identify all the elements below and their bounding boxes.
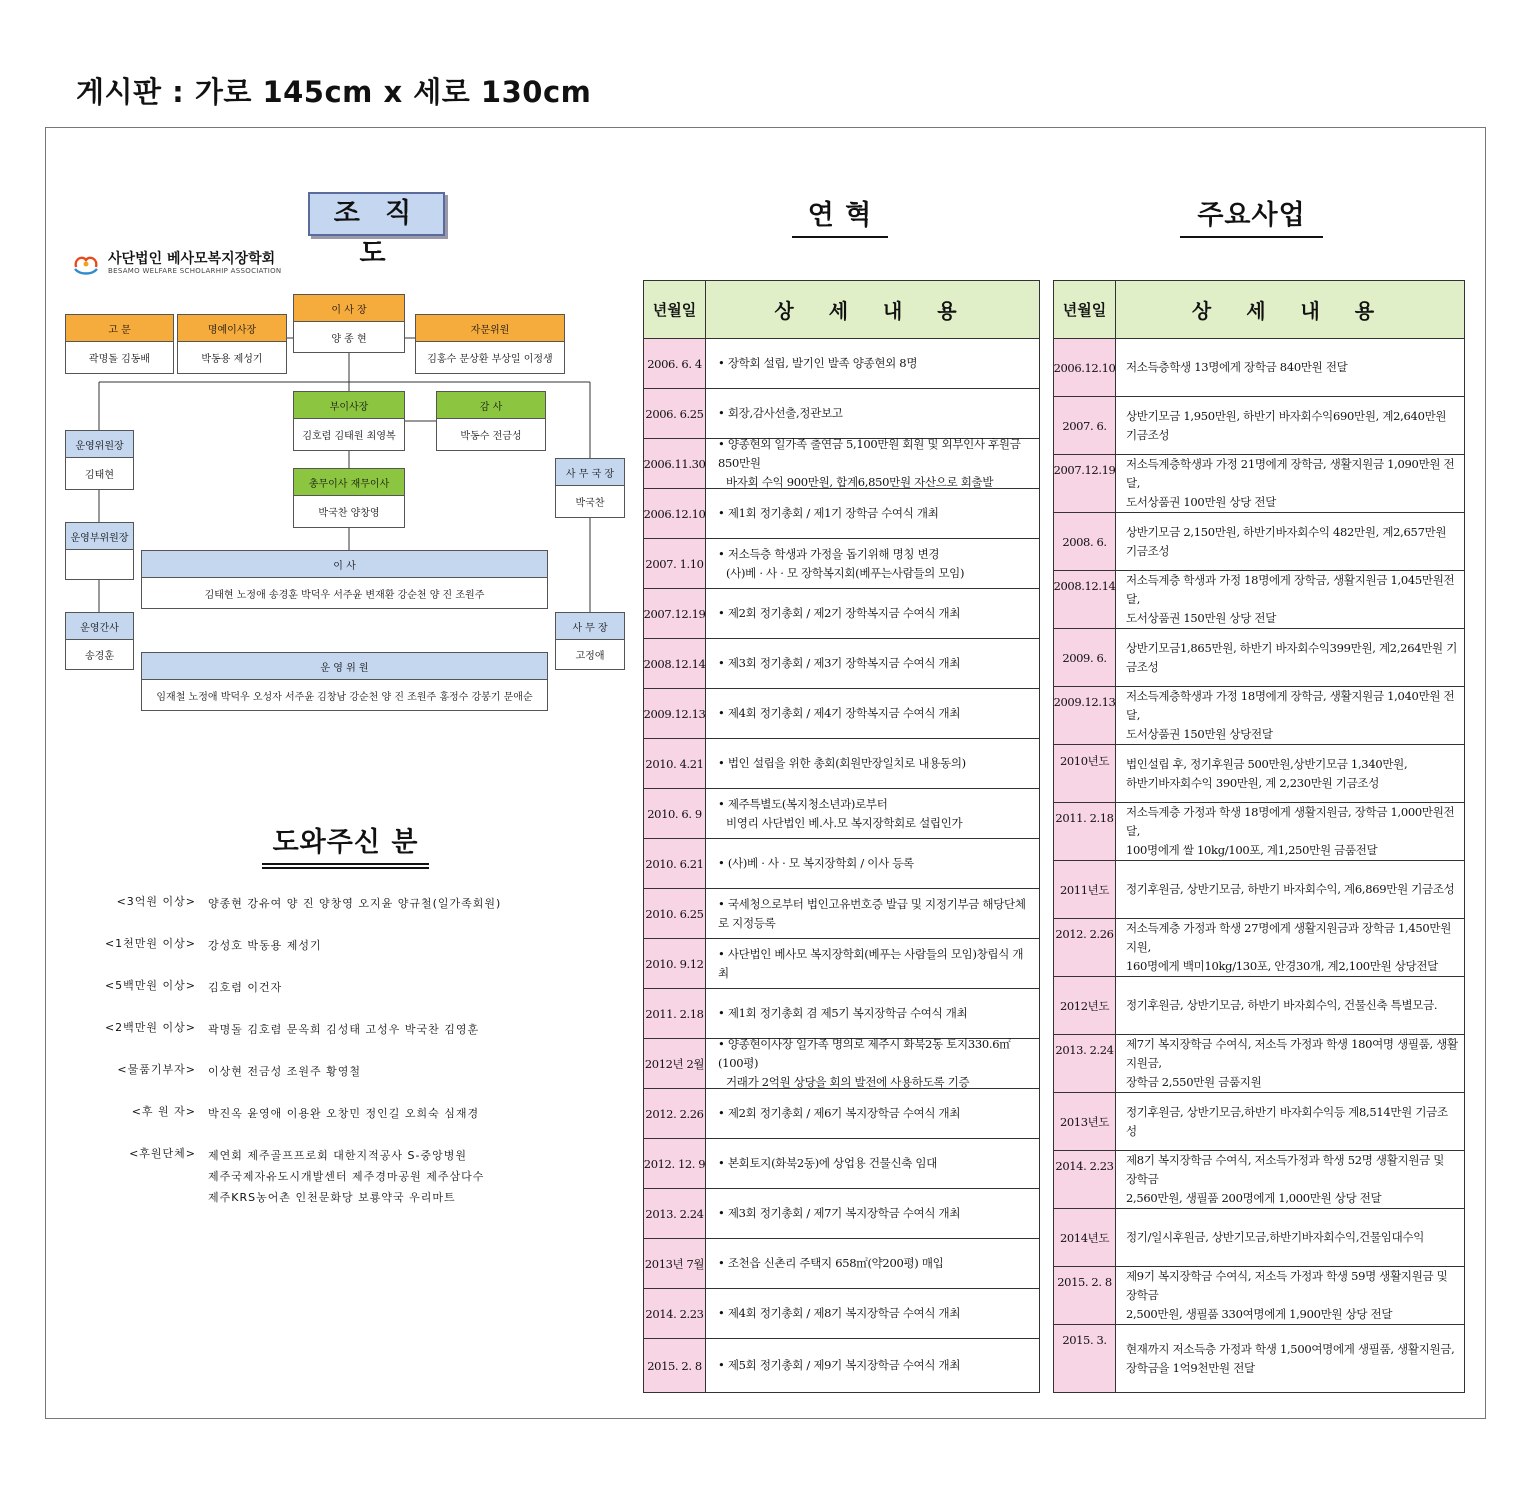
org-vice-chairman <box>293 391 405 451</box>
row-detail-line: • 장학회 설립, 발기인 발족 양종현외 8명 <box>718 354 917 373</box>
business-row <box>1054 977 1464 1035</box>
donor-names <box>208 1019 479 1040</box>
row-date: 2012년도 <box>1054 977 1116 1034</box>
row-detail-line: 상반기모금 2,150만원, 하반기바자회수익 482만원, 계2,657만원 기금조성 <box>1126 524 1447 558</box>
business-row <box>1054 339 1464 397</box>
row-detail-line: 비영리 사단법인 베.사.모 복지장학회로 설립인가 <box>726 815 963 830</box>
org-chairman-title: 이 사 장 <box>294 295 404 322</box>
business-row <box>1054 397 1464 455</box>
row-detail <box>706 889 1039 938</box>
history-row <box>644 1139 1039 1189</box>
row-detail <box>706 1039 1039 1088</box>
org-directors <box>141 550 548 609</box>
row-detail-lines <box>718 1304 960 1323</box>
row-date: 2012. 12. 9 <box>644 1139 706 1188</box>
row-date: 2010년도 <box>1054 745 1116 802</box>
row-date: 2010. 9.12 <box>644 939 706 988</box>
history-heading <box>792 193 888 238</box>
row-detail <box>1116 455 1464 512</box>
history-row <box>644 1239 1039 1289</box>
row-detail-line: 바자회 수익 900만원, 합계6,850만원 자산으로 회출발 <box>726 475 994 489</box>
history-heading-text: 연 혁 <box>807 200 873 231</box>
row-detail <box>1116 861 1464 918</box>
row-detail-lines <box>718 895 1033 933</box>
org-directors-title: 이 사 <box>142 551 547 578</box>
donor-names-line: 박진옥 윤영애 이용완 오창민 정인길 오희숙 심재경 <box>208 1107 480 1120</box>
row-detail <box>1116 1151 1464 1208</box>
row-date: 2008.12.14 <box>1054 571 1116 628</box>
row-detail-lines <box>1126 880 1455 899</box>
row-detail <box>706 489 1039 538</box>
row-detail <box>706 789 1039 838</box>
row-detail-line: 제8기 복지장학금 수여식, 저소득가정과 학생 52명 생활지원금 및 장학금 <box>1126 1153 1445 1186</box>
row-date: 2010. 4.21 <box>644 739 706 788</box>
business-row <box>1054 861 1464 919</box>
history-row <box>644 689 1039 739</box>
row-detail-line: 도서상품권 150만원 상당 전달 <box>1126 611 1277 625</box>
row-detail <box>706 539 1039 588</box>
org-advisor-names: 곽명돌 김동배 <box>88 354 151 365</box>
org-sec-chief-names: 박국찬 <box>575 498 605 509</box>
row-detail <box>1116 977 1464 1034</box>
history-row <box>644 439 1039 489</box>
donors-heading-text: 도와주신 분 <box>272 827 419 858</box>
donor-category: <후 원 자> <box>131 1105 196 1118</box>
row-detail-line: • 제2회 정기총회 / 제6기 복지장학금 수여식 개최 <box>718 1104 960 1123</box>
row-detail-lines <box>718 435 1033 492</box>
org-auditor-names: 박동수 전금성 <box>460 431 522 442</box>
business-row <box>1054 1325 1464 1392</box>
row-date: 2009. 6. <box>1054 629 1116 686</box>
row-detail-lines <box>1126 687 1458 744</box>
donor-category: <물품기부자> <box>117 1063 196 1076</box>
row-detail-line: • 제4회 정기총회 / 제8기 복지장학금 수여식 개최 <box>718 1304 960 1323</box>
history-row <box>644 839 1039 889</box>
row-date: 2009.12.13 <box>1054 687 1116 744</box>
row-detail-line: • 제3회 정기총회 / 제3기 장학복지금 수여식 개최 <box>718 654 960 673</box>
row-detail-line: • (사)베 · 사 · 모 복지장학회 / 이사 등록 <box>718 854 914 873</box>
business-row <box>1054 745 1464 803</box>
org-honorary-chairman <box>177 314 287 374</box>
row-detail <box>706 689 1039 738</box>
business-table <box>1053 280 1465 1393</box>
row-detail-line: 정기후원금, 상반기모금, 하반기 바자회수익, 건물신축 특별모금. <box>1126 998 1438 1012</box>
row-detail-lines <box>718 945 1033 983</box>
row-detail <box>706 1339 1039 1392</box>
row-detail-line: • 사단법인 베사모 복지장학회(베푸는 사람들의 모임)창립식 개최 <box>718 945 1033 983</box>
org-op-chair-title: 운영위원장 <box>66 431 133 458</box>
row-detail <box>706 589 1039 638</box>
business-table-header <box>1054 281 1464 339</box>
donor-category: <후원단체> <box>129 1147 196 1160</box>
row-detail-line: • 제1회 정기총회 겸 제5기 복지장학금 수여식 개최 <box>718 1004 967 1023</box>
business-row <box>1054 629 1464 687</box>
row-detail <box>1116 745 1464 802</box>
org-honorary-title: 명예이사장 <box>178 315 286 342</box>
donor-category: <1천만원 이상> <box>104 937 196 950</box>
row-detail <box>1116 1267 1464 1324</box>
row-detail-lines <box>718 654 960 673</box>
row-date: 2006. 6. 4 <box>644 339 706 388</box>
org-operating-vice-chair <box>65 522 134 580</box>
row-date: 2006.11.30 <box>644 439 706 488</box>
row-detail-lines <box>718 1356 960 1375</box>
row-detail-lines <box>718 354 917 373</box>
row-detail-line: 장학금 2,550만원 금품지원 <box>1126 1075 1262 1089</box>
row-detail-lines <box>718 1154 937 1173</box>
business-row <box>1054 1267 1464 1325</box>
row-detail <box>1116 339 1464 396</box>
row-detail-lines <box>1126 803 1458 860</box>
row-detail-lines <box>1126 639 1458 677</box>
row-detail <box>706 739 1039 788</box>
org-operating-chair <box>65 430 134 490</box>
donor-names-line: 양종현 강유여 양 진 양창영 오지윤 양규철(일가족회원) <box>208 897 502 910</box>
donor-names-line: 김호렴 이건자 <box>208 981 283 994</box>
history-row <box>644 589 1039 639</box>
row-detail <box>706 1239 1039 1288</box>
history-row <box>644 1089 1039 1139</box>
row-detail-line: 제7기 복지장학금 수여식, 저소득 가정과 학생 180여명 생필품, 생활지원금, <box>1126 1037 1458 1070</box>
row-detail-lines <box>1126 1151 1458 1208</box>
row-detail <box>1116 513 1464 570</box>
row-detail-line: 정기후원금, 상반기모금, 하반기 바자회수익, 계6,869만원 기금조성 <box>1126 882 1455 896</box>
row-detail-line: 정기/일시후원금, 상반기모금,하반기바자회수익,건물임대수익 <box>1126 1230 1425 1244</box>
business-row <box>1054 919 1464 977</box>
org-consult-title: 자문위원 <box>416 315 564 342</box>
row-detail-lines <box>1126 358 1347 377</box>
history-row <box>644 1339 1039 1392</box>
row-detail-line: • 양종현외 일가족 출연금 5,100만원 회원 및 외부인사 후원금 850만원 <box>718 435 1033 473</box>
org-advisor <box>65 314 174 374</box>
org-general-title: 총무이사 재무이사 <box>294 469 404 496</box>
row-detail-line: 상반기모금1,865만원, 하반기 바자회수익399만원, 계2,264만원 기금조성 <box>1126 640 1458 674</box>
donor-names-line: 강성호 박동용 제성기 <box>208 939 322 952</box>
org-office-manager <box>555 612 625 670</box>
business-heading-text: 주요사업 <box>1197 200 1306 231</box>
row-detail <box>1116 1209 1464 1266</box>
row-detail-line: 저소득계층학생과 가정 18명에게 장학금, 생활지원금 1,040만원 전달, <box>1126 689 1455 722</box>
row-date: 2007. 6. <box>1054 397 1116 454</box>
row-date: 2006. 6.25 <box>644 389 706 438</box>
row-detail-line: 정기후원금, 상반기모금,하반기 바자회수익등 계8,514만원 기금조성 <box>1126 1104 1448 1138</box>
row-date: 2006.12.10 <box>644 489 706 538</box>
row-detail-lines <box>1126 755 1407 793</box>
row-detail-line: • 양종현이사장 일가족 명의로 제주시 화북2동 토지330.6㎡(100평) <box>718 1035 1033 1073</box>
page-title: 게시판 : 가로 145cm x 세로 130cm <box>76 75 592 109</box>
row-detail-line: 법인설립 후, 정기후원금 500만원,상반기모금 1,340만원, <box>1126 756 1408 771</box>
org-consult-names: 김홍수 문상환 부상일 이정생 <box>427 354 553 365</box>
org-secretary-title: 사 무 장 <box>556 613 624 640</box>
org-operating-secretary <box>65 612 134 670</box>
row-detail <box>706 989 1039 1038</box>
row-detail <box>1116 1093 1464 1150</box>
row-detail-line: 저소득계층 학생과 가정 18명에게 장학금, 생활지원금 1,045만원전달, <box>1126 573 1455 606</box>
row-detail-line: 상반기모금 1,950만원, 하반기 바자회수익690만원, 계2,640만원 기금조성 <box>1126 408 1447 442</box>
row-detail-line: 100명에게 쌀 10kg/100포, 계1,250만원 금품전달 <box>1126 843 1378 857</box>
row-date: 2013. 2.24 <box>1054 1035 1116 1092</box>
row-detail-line: 저소득층학생 13명에게 장학금 840만원 전달 <box>1126 360 1348 374</box>
row-detail <box>1116 919 1464 976</box>
row-detail-line: (사)베 · 사 · 모 장학복지회(베푸는사람들의 모임) <box>726 565 965 580</box>
org-op-sec-names: 송경훈 <box>85 651 114 662</box>
org-chart-heading: 조 직 도 <box>308 192 445 236</box>
row-detail <box>706 1189 1039 1238</box>
row-date: 2012. 2.26 <box>1054 919 1116 976</box>
row-detail <box>706 1139 1039 1188</box>
donor-names <box>208 1145 484 1208</box>
row-date: 2012. 2.26 <box>644 1089 706 1138</box>
org-honorary-names: 박동용 제성기 <box>201 354 263 365</box>
row-date: 2011년도 <box>1054 861 1116 918</box>
history-col-detail: 상 세 내 용 <box>774 299 971 323</box>
donor-names <box>208 893 501 914</box>
history-row <box>644 989 1039 1039</box>
org-secretary-general <box>555 458 625 518</box>
business-row <box>1054 513 1464 571</box>
row-detail <box>1116 803 1464 860</box>
donor-category: <5백만원 이상> <box>104 979 196 992</box>
row-detail-lines <box>718 1204 960 1223</box>
row-detail-line: 저소득계층 가정과 학생 27명에게 생활지원금과 장학금 1,450만원지원, <box>1126 921 1452 954</box>
row-detail-line: • 제3회 정기총회 / 제7기 복지장학금 수여식 개최 <box>718 1204 960 1223</box>
row-detail-lines <box>1126 407 1458 445</box>
row-detail <box>706 639 1039 688</box>
logo-mark-icon <box>72 251 100 277</box>
row-date: 2009.12.13 <box>644 689 706 738</box>
row-date: 2007. 1.10 <box>644 539 706 588</box>
row-detail <box>1116 687 1464 744</box>
row-detail-lines <box>718 1254 943 1273</box>
row-detail <box>706 339 1039 388</box>
row-date: 2013년 7월 <box>644 1239 706 1288</box>
row-detail <box>706 839 1039 888</box>
org-op-chair-names: 김태현 <box>85 470 114 481</box>
row-detail-line: 현재까지 저소득층 가정과 학생 1,500여명에게 생필품, 생활지원금, <box>1126 1341 1455 1356</box>
row-detail-line: • 제5회 정기총회 / 제9기 복지장학금 수여식 개최 <box>718 1356 960 1375</box>
row-detail-line: 2,560만원, 생필품 200명에게 1,000만원 상당 전달 <box>1126 1191 1382 1205</box>
org-auditor <box>436 391 546 451</box>
row-detail-lines <box>1126 1035 1458 1092</box>
row-detail-line: 하반기바자회수익 390만원, 계 2,230만원 기금조성 <box>1126 775 1380 790</box>
row-detail-lines <box>718 404 843 423</box>
row-detail-line: • 회장,감사선출,정관보고 <box>718 404 843 423</box>
row-detail <box>1116 397 1464 454</box>
org-op-sec-title: 운영간사 <box>66 613 133 640</box>
donor-names-line: 곽명돌 김호렴 문옥희 김성태 고성우 박국찬 김영훈 <box>208 1023 480 1036</box>
history-row <box>644 639 1039 689</box>
logo-name: 사단법인 베사모복지장학회 <box>108 251 276 267</box>
history-row <box>644 789 1039 839</box>
business-col-date: 년월일 <box>1054 281 1116 338</box>
row-date: 2010. 6.21 <box>644 839 706 888</box>
row-detail-lines <box>1126 1267 1458 1324</box>
org-committee-names: 임재철 노정애 박덕우 오성자 서주윤 김창남 강순천 양 진 조원주 홍정수 강봉기 문애순 <box>156 691 533 703</box>
row-detail <box>706 1289 1039 1338</box>
row-detail-line: • 국세청으로부터 법인고유번호증 발급 및 지정기부금 해당단체로 지정등록 <box>718 895 1033 933</box>
history-row <box>644 1289 1039 1339</box>
history-table-header <box>644 281 1039 339</box>
row-detail <box>706 1089 1039 1138</box>
row-detail-lines <box>1126 523 1458 561</box>
row-detail-line: • 제2회 정기총회 / 제2기 장학복지금 수여식 개최 <box>718 604 960 623</box>
business-row <box>1054 803 1464 861</box>
history-row <box>644 489 1039 539</box>
row-date: 2014. 2.23 <box>644 1289 706 1338</box>
donor-category: <3억원 이상> <box>116 895 196 908</box>
row-detail-lines <box>718 704 960 723</box>
history-row <box>644 739 1039 789</box>
row-detail-line: • 제1회 정기총회 / 제1기 장학금 수여식 개최 <box>718 504 939 523</box>
org-op-vice-names <box>66 550 133 579</box>
row-detail <box>706 939 1039 988</box>
row-date: 2008. 6. <box>1054 513 1116 570</box>
row-detail-lines <box>718 1104 960 1123</box>
business-row <box>1054 571 1464 629</box>
org-op-vice-title: 운영부위원장 <box>66 523 133 550</box>
org-directors-names: 김태현 노정애 송경훈 박덕우 서주윤 변재환 강순천 양 진 조원주 <box>204 589 485 601</box>
business-row <box>1054 1035 1464 1093</box>
org-consultant <box>415 314 565 374</box>
donor-names-line: 제연회 제주골프프로회 대한지적공사 S-중앙병원 <box>208 1149 467 1162</box>
org-secretary-names: 고정애 <box>575 651 605 662</box>
history-row <box>644 1039 1039 1089</box>
row-detail-line: • 본회토지(화북2동)에 상업용 건물신축 임대 <box>718 1154 937 1173</box>
row-detail <box>1116 629 1464 686</box>
row-detail-line: 제9기 복지장학금 수여식, 저소득 가정과 학생 59명 생활지원금 및 장학금 <box>1126 1269 1448 1302</box>
row-date: 2011. 2.18 <box>644 989 706 1038</box>
donor-names <box>208 977 282 998</box>
row-detail-line: 160명에게 백미10kg/130포, 안경30개, 계2,100만원 상당전달 <box>1126 959 1438 973</box>
row-detail-line: • 저소득층 학생과 가정을 돕기위해 명칭 변경 <box>718 545 964 564</box>
row-date: 2014. 2.23 <box>1054 1151 1116 1208</box>
row-detail-line: 도서상품권 150만원 상당전달 <box>1126 727 1273 741</box>
row-detail-lines <box>718 754 966 773</box>
org-vice-title: 부이사장 <box>294 392 404 419</box>
row-detail-line: • 법인 설립을 위한 총회(회원만장일치로 내용동의) <box>718 754 966 773</box>
org-committee <box>141 652 548 711</box>
logo-subtitle: BESAMO WELFARE SCHOLARHIP ASSOCIATION <box>108 267 282 275</box>
row-detail-line: • 조천읍 신촌리 주택지 658㎡(약200평) 매입 <box>718 1254 943 1273</box>
org-vice-names: 김호렴 김태원 최영복 <box>302 431 396 442</box>
row-detail-lines <box>718 1035 1033 1092</box>
business-col-detail: 상 세 내 용 <box>1191 299 1389 323</box>
org-advisor-title: 고 문 <box>66 315 173 342</box>
row-detail <box>1116 571 1464 628</box>
row-date: 2015. 2. 8 <box>1054 1267 1116 1324</box>
history-row <box>644 1189 1039 1239</box>
row-detail-line: 도서상품권 100만원 상당 전달 <box>1126 495 1277 509</box>
donor-names <box>208 1103 479 1124</box>
row-detail-lines <box>1126 996 1437 1015</box>
donor-names-line: 이상현 전금성 조원주 황영철 <box>208 1065 362 1078</box>
row-date: 2011. 2.18 <box>1054 803 1116 860</box>
org-sec-chief-title: 사 무 국 장 <box>556 459 624 486</box>
row-detail-lines <box>1126 919 1458 976</box>
row-detail-lines <box>718 1004 967 1023</box>
history-row <box>644 939 1039 989</box>
row-date: 2014년도 <box>1054 1209 1116 1266</box>
business-row <box>1054 455 1464 513</box>
donor-names-line: 제주국제자유도시개발센터 제주경마공원 제주삼다수 <box>208 1170 485 1183</box>
org-general-names: 박국찬 양창영 <box>318 508 380 519</box>
row-detail-line: • 제주특별도(복지청소년과)로부터 <box>718 795 962 814</box>
row-date: 2007.12.19 <box>1054 455 1116 512</box>
row-detail-line: 거래가 2억원 상당을 회의 발전에 사용하도록 기증 <box>726 1075 970 1089</box>
row-date: 2015. 2. 8 <box>644 1339 706 1392</box>
org-chairman-names: 양 종 현 <box>331 333 367 345</box>
business-row <box>1054 687 1464 745</box>
history-table <box>643 280 1040 1393</box>
row-date: 2012년 2월 <box>644 1039 706 1088</box>
donor-names-line: 제주KRS농어촌 인천문화당 보룡약국 우리마트 <box>208 1191 456 1204</box>
row-detail <box>1116 1035 1464 1092</box>
row-date: 2007.12.19 <box>644 589 706 638</box>
row-date: 2010. 6.25 <box>644 889 706 938</box>
donor-names <box>208 1061 361 1082</box>
history-row <box>644 339 1039 389</box>
row-detail-lines <box>1126 1103 1458 1141</box>
row-detail-line: 2,500만원, 생필품 330여명에게 1,900만원 상당 전달 <box>1126 1307 1393 1321</box>
business-row <box>1054 1209 1464 1267</box>
row-detail <box>706 439 1039 488</box>
row-detail-line: • 제4회 정기총회 / 제4기 장학복지금 수여식 개최 <box>718 704 960 723</box>
association-logo <box>72 251 281 277</box>
history-col-date: 년월일 <box>644 281 706 338</box>
business-row <box>1054 1151 1464 1209</box>
row-detail-line: 저소득계층 가정과 학생 18명에게 생활지원금, 장학금 1,000만원전달, <box>1126 805 1455 838</box>
org-chairman <box>293 294 405 353</box>
row-detail <box>1116 1325 1464 1392</box>
row-detail-lines <box>1126 571 1458 628</box>
row-detail <box>706 389 1039 438</box>
row-detail-line: 저소득계층학생과 가정 21명에게 장학금, 생활지원금 1,090만원 전달, <box>1126 457 1455 490</box>
org-auditor-title: 감 사 <box>437 392 545 419</box>
row-date: 2010. 6. 9 <box>644 789 706 838</box>
row-date: 2013년도 <box>1054 1093 1116 1150</box>
business-row <box>1054 1093 1464 1151</box>
donor-category: <2백만원 이상> <box>104 1021 196 1034</box>
org-committee-title: 운 영 위 원 <box>142 653 547 680</box>
history-row <box>644 889 1039 939</box>
row-detail-lines <box>718 604 960 623</box>
row-detail-lines <box>718 854 914 873</box>
org-general-director <box>293 468 405 528</box>
row-detail-lines <box>1126 455 1458 512</box>
donors-heading <box>262 820 429 869</box>
row-detail-line: 장학금을 1억9천만원 전달 <box>1126 1360 1255 1375</box>
row-detail-lines <box>1126 1340 1455 1378</box>
row-date: 2015. 3. <box>1054 1325 1116 1392</box>
business-heading <box>1180 193 1323 238</box>
row-detail-lines <box>718 795 962 833</box>
row-detail-lines <box>1126 1228 1424 1247</box>
donor-names <box>208 935 322 956</box>
row-detail-lines <box>718 545 964 583</box>
row-date: 2006.12.10 <box>1054 339 1116 396</box>
row-detail-lines <box>718 504 939 523</box>
row-date: 2013. 2.24 <box>644 1189 706 1238</box>
history-row <box>644 389 1039 439</box>
row-date: 2008.12.14 <box>644 639 706 688</box>
history-row <box>644 539 1039 589</box>
